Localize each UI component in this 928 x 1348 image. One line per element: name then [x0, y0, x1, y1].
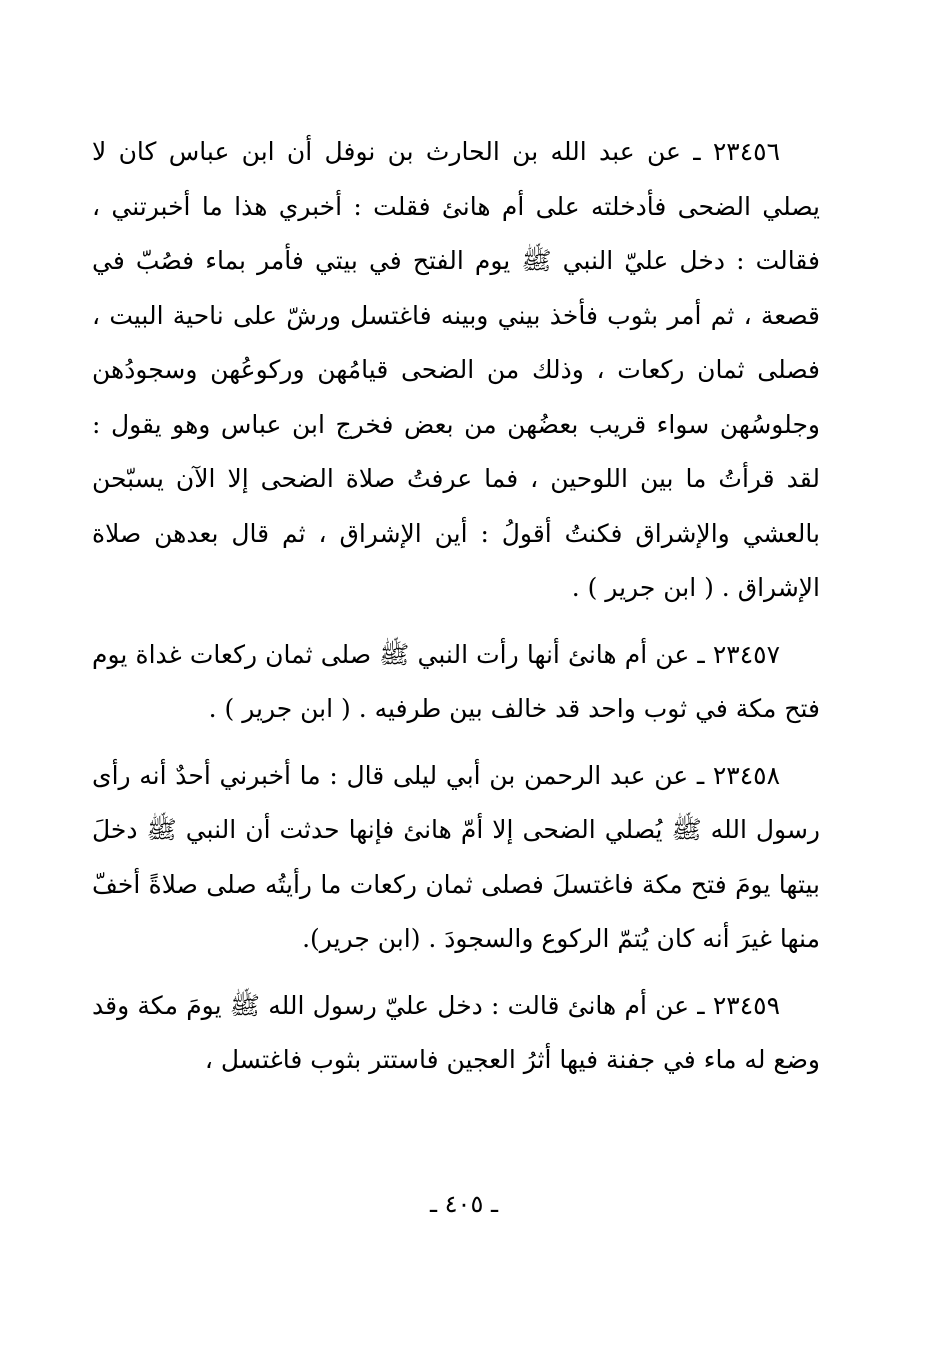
page-body	[92, 125, 820, 1088]
hadith-text: ٢٣٤٥٩ ـ عن أم هانئ قالت : دخل عليّ رسول الله ﷺ يومَ مكة وقد وضع له ماء في جفنة فيها أثرُ العجين فاستتر بثوب فاغتسل ،	[92, 990, 820, 1074]
hadith-text: ٢٣٤٥٧ ـ عن أم هانئ أنها رأت النبي ﷺ صلى ثمان ركعات غداة يوم فتح مكة في ثوب واحد قد خالف بين طرفيه . ( ابن جرير ) .	[92, 639, 820, 723]
page-number: ـ ٤٠٥ ـ	[429, 1190, 498, 1218]
hadith-text: ٢٣٤٥٦ ـ عن عبد الله بن الحارث بن نوفل أن ابن عباس كان لا يصلي الضحى فأدخلته على أم هانئ فقلت : أخبري هذا ما أخبرتني ، فقالت : دخل عليّ النبي ﷺ يوم الفتح في بيتي فأمر بماء فصُبّ في قصعة ، ثم أمر بثوب فأخذ بيني وبينه فاغتسل ورشّ على ناحية البيت ، فصلى ثمان ركعات ، وذلك من الضحى قيامُهن وركوعُهن وسجودُهن وجلوسُهن سواء قريب بعضُهن من بعض فخرج ابن عباس وهو يقول : لقد قرأتُ ما بين اللوحين ، فما عرفتُ صلاة الضحى إلا الآن يسبّحن بالعشي والإشراق فكنتُ أقولُ : أين الإشراق ، ثم قال بعدهن صلاة الإشراق . ( ابن جرير ) .	[92, 137, 820, 602]
hadith-text: ٢٣٤٥٨ ـ عن عبد الرحمن بن أبي ليلى قال : ما أخبرني أحدٌ أنه رأى رسول الله ﷺ يُصلي الضحى إلا أمّ هانئ فإنها حدثت أن النبي ﷺ دخلَ بيتها يومَ فتح مكة فاغتسلَ فصلى ثمان ركعات ما رأيتُه صلى صلاةً أخفّ منها غيرَ أنه كان يُتمّ الركوع والسجودَ . (ابن جرير).	[92, 760, 820, 953]
hadith-23456	[92, 125, 820, 616]
hadith-23459	[92, 979, 820, 1088]
hadith-23458	[92, 749, 820, 967]
hadith-23457	[92, 628, 820, 737]
